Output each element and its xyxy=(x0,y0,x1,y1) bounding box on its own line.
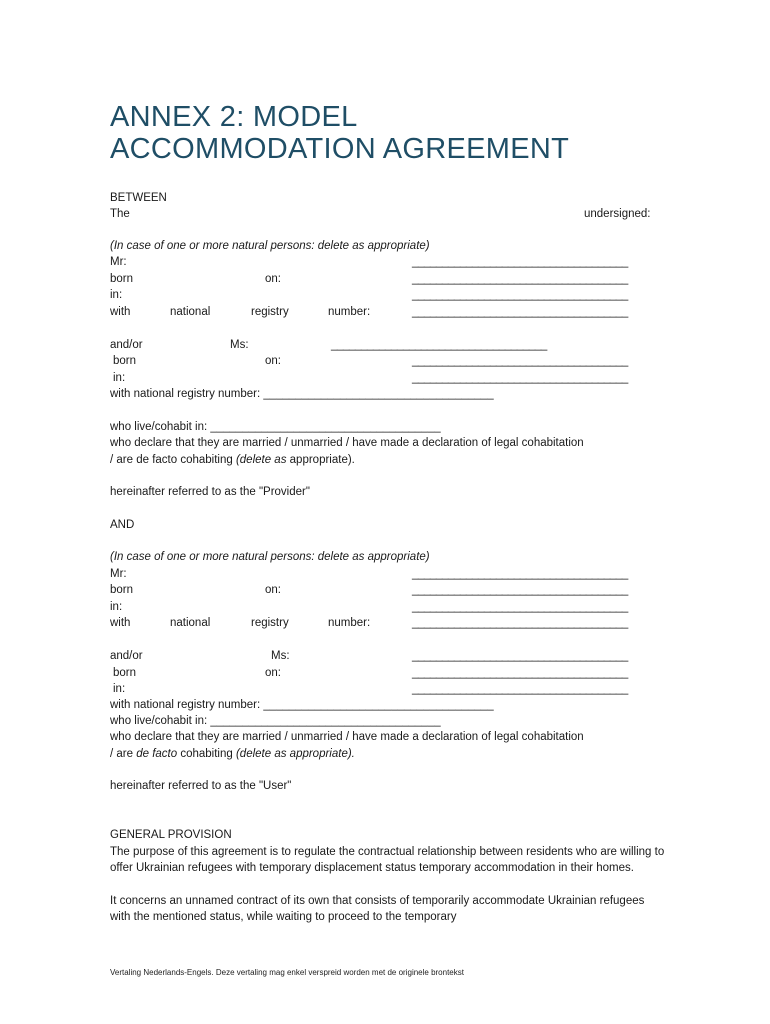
user-declare-2c: cohabiting xyxy=(177,748,236,760)
user-mr-field[interactable]: ____________________________________ xyxy=(412,568,628,580)
provider-number-label: number: xyxy=(328,306,371,318)
provider-in-label: in: xyxy=(110,289,123,301)
user-born-field[interactable]: ____________________________________ xyxy=(412,584,628,596)
user-ms-born-label: born xyxy=(113,667,137,679)
footer-note: Vertaling Nederlands-Engels. Deze vertaling mag enkel verspreid worden met de originele brontekst xyxy=(110,968,464,977)
provider-declare-2a: / are de facto cohabiting xyxy=(110,454,236,466)
user-ms-field[interactable]: ____________________________________ xyxy=(412,650,628,662)
provider-born-field[interactable]: ____________________________________ xyxy=(412,273,628,285)
provider-ms-in-field[interactable]: ____________________________________ xyxy=(412,372,628,384)
provider-number-field[interactable]: ____________________________________ xyxy=(412,306,628,318)
user-andor-label: and/or xyxy=(110,650,143,662)
user-in-field[interactable]: ____________________________________ xyxy=(412,601,628,613)
provider-referred: hereinafter referred to as the "Provider" xyxy=(110,486,310,498)
user-ms-in-field[interactable]: ____________________________________ xyxy=(412,683,628,695)
provider-declare-line-2 xyxy=(110,452,355,468)
user-mr-label: Mr: xyxy=(110,568,127,580)
user-number-label: number: xyxy=(328,617,371,629)
user-with-label: with xyxy=(110,617,131,629)
user-declare-2a: / are xyxy=(110,748,137,760)
user-in-label: in: xyxy=(110,601,123,613)
user-note: (In case of one or more natural persons: delete as appropriate) xyxy=(110,551,430,563)
user-national-label: national xyxy=(170,617,211,629)
user-declare-2b: de facto xyxy=(136,748,178,760)
general-paragraph-1: The purpose of this agreement is to regulate the contractual relationship between residents who are willing to offer Ukrainian refugees with temporary displacement status temporary accommodation in their homes. xyxy=(110,846,665,875)
user-declare-line-1: who declare that they are married / unmarried / have made a declaration of legal cohabitation xyxy=(110,731,584,743)
provider-ms-in-label: in: xyxy=(113,372,126,384)
provider-registry-label: registry xyxy=(251,306,289,318)
provider-in-field[interactable]: ____________________________________ xyxy=(412,289,628,301)
page-title xyxy=(110,101,670,165)
user-ms-in-label: in: xyxy=(113,683,126,695)
undersigned-label: undersigned: xyxy=(584,208,651,220)
provider-live-line: who live/cohabit in: ____________________________________ xyxy=(110,421,441,433)
provider-registry-line: with national registry number: ____________________________________ xyxy=(110,388,494,400)
user-registry-line: with national registry number: ____________________________________ xyxy=(110,699,494,711)
user-live-line: who live/cohabit in: ____________________________________ xyxy=(110,715,441,727)
general-heading: GENERAL PROVISION xyxy=(110,829,232,841)
user-ms-born-field[interactable]: ____________________________________ xyxy=(412,667,628,679)
general-paragraph-2: It concerns an unnamed contract of its own that consists of temporarily accommodate Ukrainian refugees with the mentioned status, while waiting to proceed to the temporary xyxy=(110,895,645,924)
title-line-1: ANNEX 2: MODEL xyxy=(110,101,358,133)
provider-mr-label: Mr: xyxy=(110,256,127,268)
between-label: BETWEEN xyxy=(110,192,167,204)
provider-ms-on-label: on: xyxy=(265,355,281,367)
and-label: AND xyxy=(110,519,135,531)
provider-declare-2b: (delete as xyxy=(235,454,287,466)
provider-national-label: national xyxy=(170,306,211,318)
provider-ms-born-label: born xyxy=(113,355,137,367)
provider-ms-field[interactable]: ____________________________________ xyxy=(331,339,547,351)
user-on-label: on: xyxy=(265,584,281,596)
provider-with-label: with xyxy=(110,306,131,318)
user-declare-line-2 xyxy=(110,746,355,762)
user-registry-label: registry xyxy=(251,617,289,629)
provider-on-label: on: xyxy=(265,273,281,285)
provider-note: (In case of one or more natural persons: delete as appropriate) xyxy=(110,240,430,252)
provider-ms-born-field[interactable]: ____________________________________ xyxy=(412,355,628,367)
the-label: The xyxy=(110,208,130,220)
user-referred: hereinafter referred to as the "User" xyxy=(110,780,292,792)
user-ms-on-label: on: xyxy=(265,667,281,679)
title-line-2: ACCOMMODATION AGREEMENT xyxy=(110,133,570,165)
provider-declare-2c: appropriate). xyxy=(286,454,355,466)
user-number-field[interactable]: ____________________________________ xyxy=(412,617,628,629)
provider-andor-label: and/or xyxy=(110,339,143,351)
provider-born-label: born xyxy=(110,273,134,285)
user-declare-2d: (delete as appropriate). xyxy=(235,748,355,760)
provider-declare-line-1: who declare that they are married / unmarried / have made a declaration of legal cohabitation xyxy=(110,437,584,449)
user-born-label: born xyxy=(110,584,134,596)
user-ms-label: Ms: xyxy=(271,650,290,662)
provider-ms-label: Ms: xyxy=(230,339,249,351)
provider-mr-field[interactable]: ____________________________________ xyxy=(412,256,628,268)
